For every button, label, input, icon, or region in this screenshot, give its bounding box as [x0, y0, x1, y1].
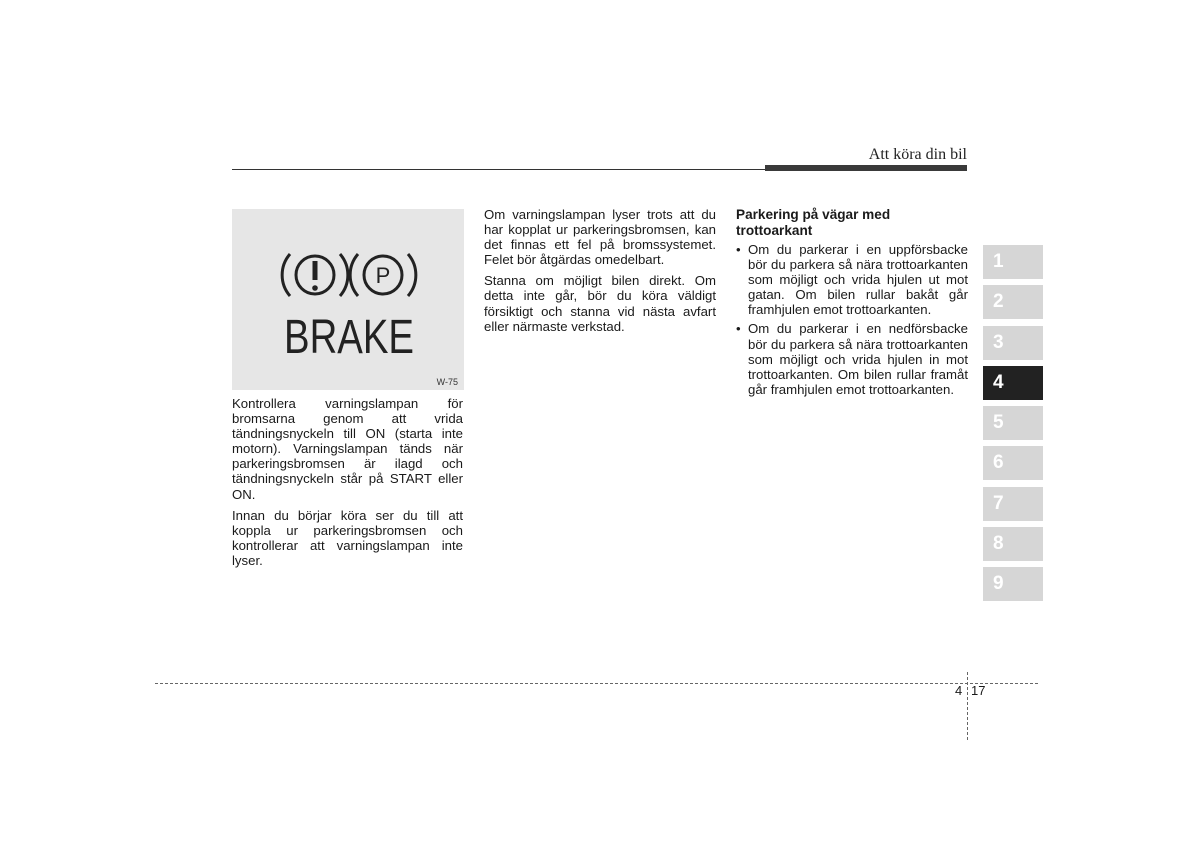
paragraph: Innan du börjar köra ser du till att koppla ur parkeringsbromsen och kontrollerar att varningslampan inte lyser.	[232, 507, 463, 568]
chapter-tabs	[983, 245, 1043, 608]
chapter-tab-5[interactable]: 5	[983, 406, 1043, 440]
bullet-list	[736, 242, 968, 397]
footer-rule	[155, 683, 1038, 684]
section-heading: Parkering på vägar med trottoarkant	[736, 207, 891, 238]
text-column-3	[736, 207, 968, 401]
paragraph: Kontrollera varningslampan för bromsarna genom att vrida tändningsnyckeln till ON (starta inte motorn). Varningslampan tänds när parkeringsbromsen är ilagd och tändningsnyckeln står på START eller ON.	[232, 396, 463, 502]
text-column-1	[232, 396, 463, 574]
chapter-tab-6[interactable]: 6	[983, 446, 1043, 480]
brake-warning-figure	[232, 209, 464, 390]
chapter-tab-7[interactable]: 7	[983, 487, 1043, 521]
brake-warning-illustration	[232, 209, 464, 390]
paragraph: Stanna om möjligt bilen direkt. Om detta inte går, bör du köra väldigt försiktigt och stanna vid nästa avfart eller närmaste verkstad.	[484, 273, 716, 334]
brake-label: BRAKE	[284, 311, 414, 364]
parking-letter: P	[375, 263, 391, 288]
list-item-text: Om du parkerar i en nedförsbacke bör du parkera så nära trottoarkanten som möjligt och vrida hjulen in mot trottoarkanten. Om bilen rullar framåt går framhjulen emot trottoarkanten.	[748, 321, 968, 397]
parking-brake-icon	[350, 254, 416, 296]
bullet-glyph: •	[736, 242, 741, 257]
running-header: Att köra din bil	[868, 146, 967, 163]
footer-page-number: 17	[971, 683, 986, 698]
footer-divider	[967, 672, 968, 740]
bullet-glyph: •	[736, 321, 741, 337]
brake-warning-icon	[282, 254, 348, 296]
chapter-tab-4[interactable]: 4	[983, 366, 1043, 400]
text-column-2	[484, 207, 716, 340]
list-item	[736, 321, 968, 396]
list-item-text: Om du parkerar i en uppförsbacke bör du parkera så nära trottoarkanten som möjligt och vrida hjulen ut mot gatan. Om bilen rullar bakåt går framhjulen emot trottoarkanten.	[748, 242, 968, 318]
header-bar	[765, 165, 967, 171]
chapter-tab-3[interactable]: 3	[983, 326, 1043, 360]
figure-code: W-75	[436, 377, 458, 387]
list-item	[736, 242, 968, 317]
chapter-tab-8[interactable]: 8	[983, 527, 1043, 561]
chapter-tab-9[interactable]: 9	[983, 567, 1043, 601]
chapter-tab-2[interactable]: 2	[983, 285, 1043, 319]
chapter-tab-1[interactable]: 1	[983, 245, 1043, 279]
paragraph: Om varningslampan lyser trots att du har kopplat ur parkeringsbromsen, kan det finnas ett fel på bromssystemet. Felet bör åtgärdas omedelbart.	[484, 207, 716, 268]
footer-chapter-number: 4	[955, 683, 963, 698]
